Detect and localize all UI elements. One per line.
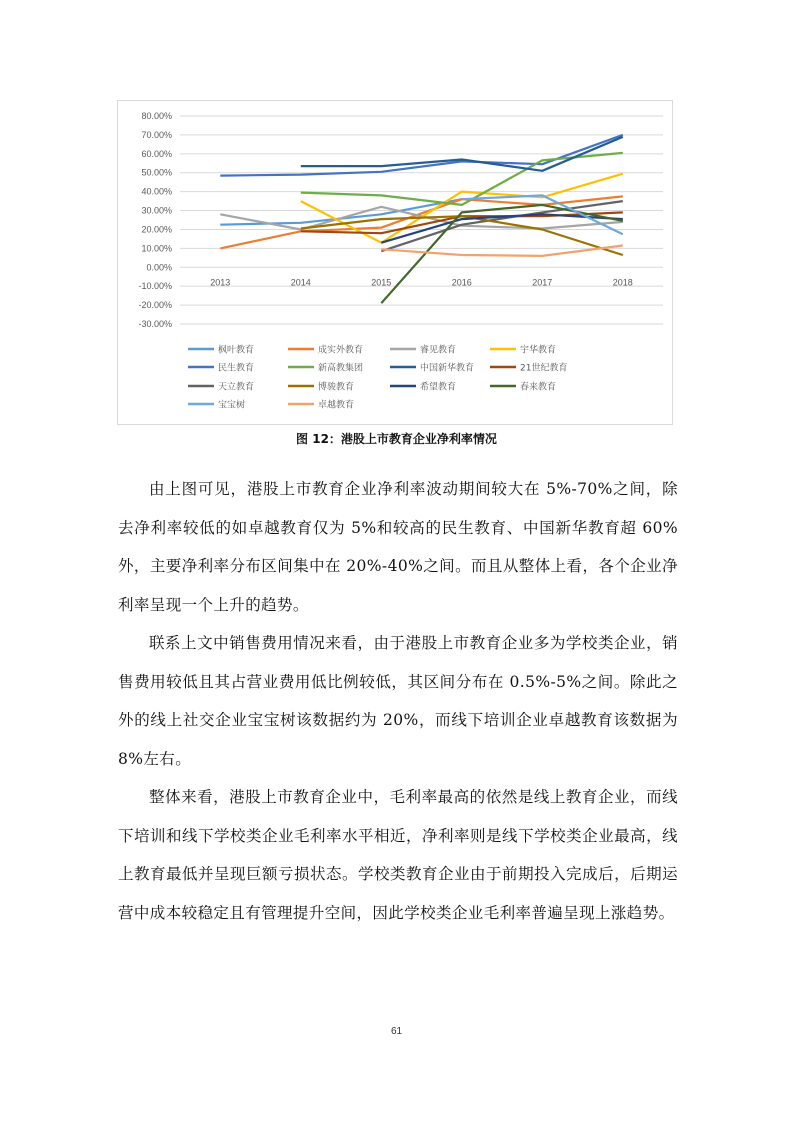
legend-item: [390, 362, 474, 374]
legend-label: 民生教育: [218, 363, 255, 374]
y-tick-label: 80.00%: [141, 111, 172, 121]
y-axis-ticks: [138, 111, 172, 329]
net-margin-chart: [117, 100, 673, 425]
legend-label: 枫叶教育: [218, 345, 255, 356]
legend-item: [390, 381, 456, 393]
x-tick-label: 2013: [210, 277, 231, 288]
legend-item: [288, 362, 363, 374]
legend-label: 宝宝树: [218, 400, 246, 411]
y-tick-label: 60.00%: [141, 148, 172, 159]
y-tick-label: 50.00%: [141, 167, 172, 178]
legend-label: 博骏教育: [318, 382, 355, 393]
legend-label: 希望教育: [420, 382, 457, 393]
x-tick-label: 2016: [451, 277, 472, 288]
legend: [188, 344, 567, 411]
series-line: [381, 246, 623, 256]
legend-label: 成实外教育: [318, 345, 364, 356]
legend-label: 宇华教育: [520, 345, 557, 356]
series-line: [220, 135, 623, 176]
y-tick-label: 0.00%: [146, 262, 172, 273]
legend-label: 睿见教育: [420, 345, 457, 356]
legend-item: [188, 362, 254, 374]
x-tick-label: 2017: [532, 277, 553, 288]
legend-item: [490, 344, 556, 356]
figure-caption: 图 12：港股上市教育企业净利率情况: [296, 432, 497, 446]
y-tick-label: 20.00%: [141, 224, 172, 235]
legend-label: 中国新华教育: [420, 363, 475, 374]
legend-item: [490, 381, 556, 393]
legend-item: [390, 344, 456, 356]
paragraph-1: 由上图可见，港股上市教育企业净利率波动期间较大在 5%-70%之间，除去净利率较低的如卓越教育仅为 5%和较高的民生教育、中国新华教育超 60%外，主要净利率分布区间集中在 20%-40%之间。而且从整体上看，各个企业净利率呈现一个上升的趋势。: [118, 480, 678, 614]
legend-item: [188, 399, 245, 411]
y-tick-label: -10.00%: [138, 281, 172, 292]
y-tick-label: 10.00%: [141, 243, 172, 254]
page-number: 61: [390, 1026, 403, 1037]
legend-label: 天立教育: [218, 382, 255, 393]
legend-label: 21世纪教育: [520, 363, 568, 374]
y-tick-label: -30.00%: [138, 319, 172, 329]
series-line: [301, 216, 623, 255]
paragraph-3: 整体来看，港股上市教育企业中，毛利率最高的依然是线上教育企业，而线下培训和线下学校类企业毛利率水平相近，净利率则是线下学校类企业最高，线上教育最低并呈现巨额亏损状态。学校类教育企业由于前期投入完成后，后期运营中成本较稳定且有管理提升空间，因此学校类企业毛利率普遍呈现上涨趋势。: [118, 788, 678, 922]
line-chart-svg: [118, 101, 674, 426]
legend-label: 卓越教育: [318, 400, 355, 411]
x-tick-label: 2015: [371, 277, 392, 288]
y-tick-label: 30.00%: [141, 205, 172, 216]
y-tick-label: 40.00%: [141, 186, 172, 197]
series-lines: [220, 135, 623, 303]
legend-item: [288, 399, 354, 411]
legend-item: [288, 381, 354, 393]
x-tick-label: 2018: [612, 277, 633, 288]
paragraph-2: 联系上文中销售费用情况来看，由于港股上市教育企业多为学校类企业，销售费用较低且其占营业费用低比例较低，其区间分布在 0.5%-5%之间。除此之外的线上社交企业宝宝树该数据约为 20%，而线下培训企业卓越教育该数据为 8%左右。: [118, 634, 678, 768]
legend-item: [188, 344, 254, 356]
legend-item: [288, 344, 363, 356]
legend-label: 春来教育: [520, 382, 557, 393]
y-tick-label: -20.00%: [138, 300, 172, 311]
y-tick-label: 70.00%: [141, 129, 172, 140]
legend-item: [188, 381, 254, 393]
legend-item: [490, 362, 567, 374]
legend-label: 新高教集团: [318, 363, 364, 374]
x-tick-label: 2014: [290, 277, 311, 288]
